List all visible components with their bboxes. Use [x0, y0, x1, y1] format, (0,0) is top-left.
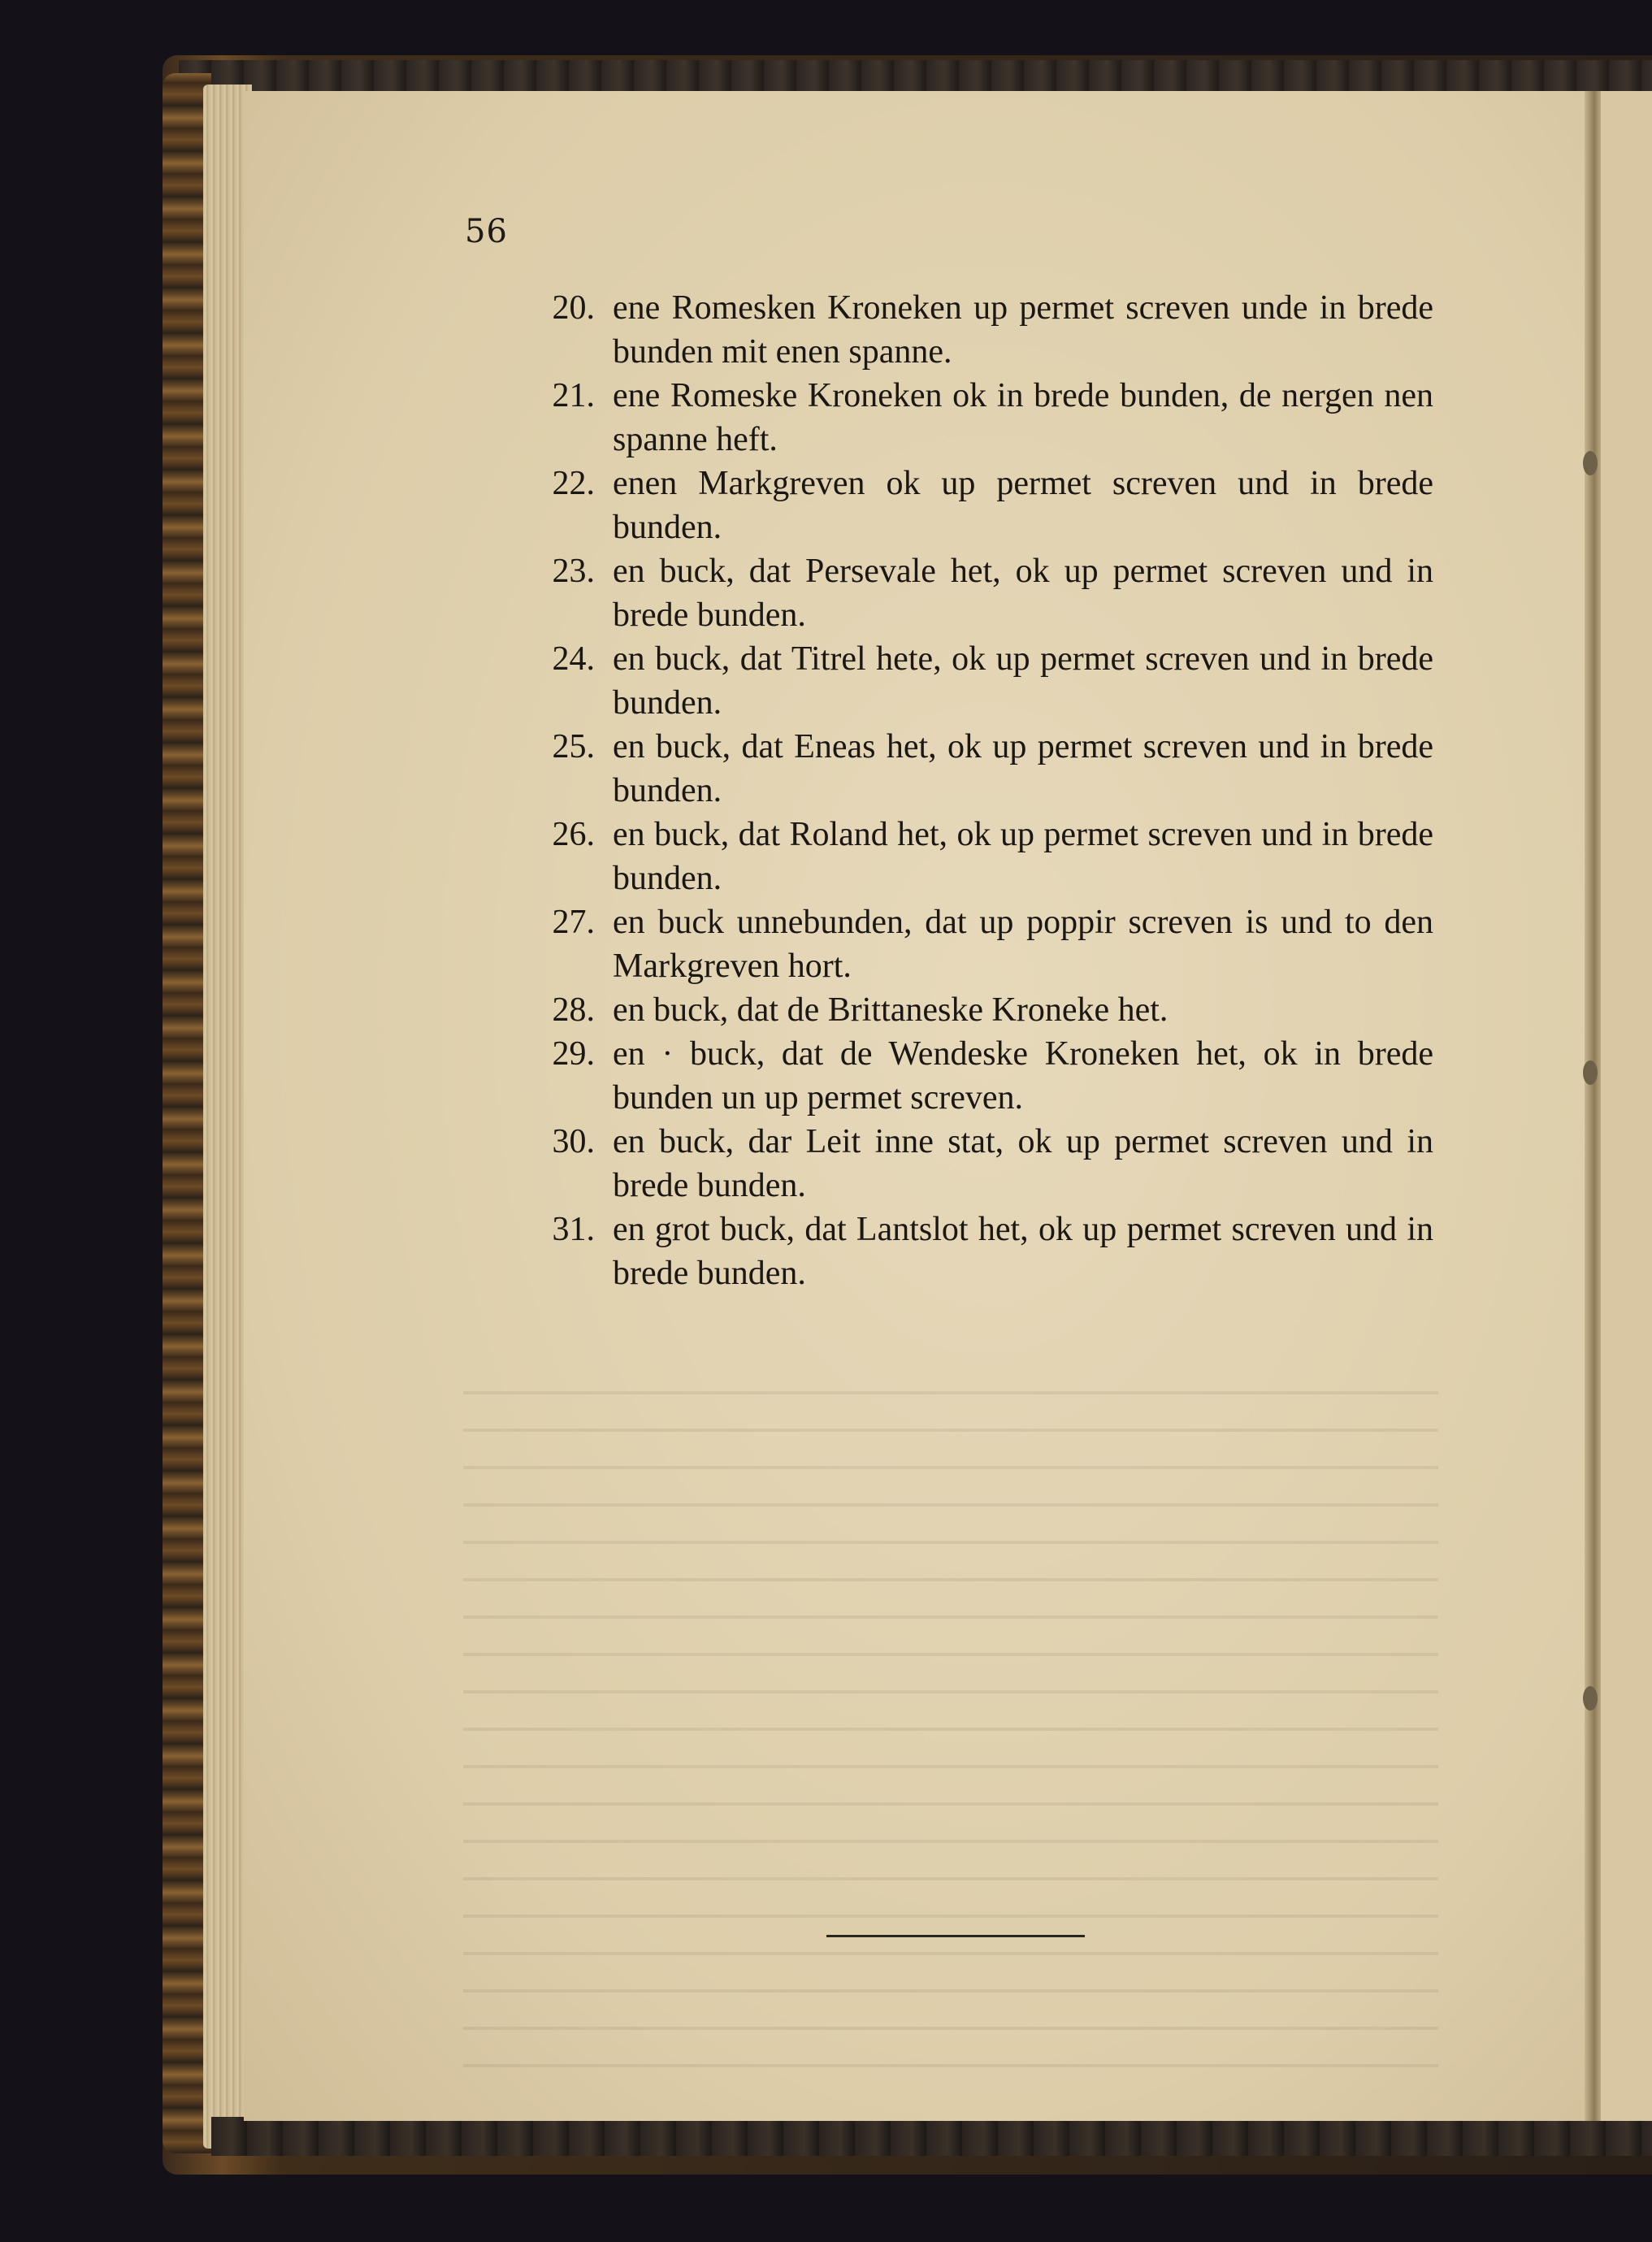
book-bottom-edge — [211, 2117, 1652, 2156]
list-item — [514, 462, 1433, 549]
item-text: en buck, dat Persevale het, ok up permet screven und in brede bunden. — [613, 553, 1433, 634]
item-number: 27. — [552, 904, 595, 941]
item-number: 29. — [552, 1035, 595, 1073]
list-item — [514, 725, 1433, 813]
section-divider — [826, 1935, 1085, 1937]
item-text: en buck, dat de Brittaneske Kroneke het. — [613, 991, 1169, 1029]
list-item — [514, 1120, 1433, 1208]
page-gutter — [1585, 91, 1601, 2121]
item-text: ene Romeske Kroneken ok in brede bunden, de nergen nen spanne heft. — [613, 377, 1433, 458]
item-text: en buck, dar Leit inne stat, ok up permet screven und in brede bunden. — [613, 1123, 1433, 1204]
item-text: en buck, dat Roland het, ok up permet screven und in brede bunden. — [613, 816, 1433, 897]
list-item — [514, 549, 1433, 637]
item-text: en · buck, dat de Wendeske Kroneken het, ok in brede bunden un up permet screven. — [613, 1035, 1433, 1117]
item-text: en buck, dat Titrel hete, ok up permet screven und in brede bunden. — [613, 640, 1433, 722]
item-number: 31. — [552, 1211, 595, 1248]
item-text: ene Romesken Kroneken up permet screven unde in brede bunden mit enen spanne. — [613, 289, 1433, 371]
item-text: en buck, dat Eneas het, ok up permet screven und in brede bunden. — [613, 728, 1433, 809]
list-item — [514, 1208, 1433, 1295]
list-item — [514, 637, 1433, 725]
list-item — [514, 374, 1433, 462]
item-number: 28. — [552, 991, 595, 1029]
item-number: 25. — [552, 728, 595, 765]
item-text: enen Markgreven ok up permet screven und in brede bunden. — [613, 465, 1433, 546]
bleed-through-texture — [463, 1373, 1438, 2088]
list-item — [514, 1032, 1433, 1120]
item-text: en buck unnebunden, dat up poppir screven is und to den Markgreven hort. — [613, 904, 1433, 985]
binding-thread-mark — [1583, 451, 1598, 475]
facing-page-edge — [1599, 91, 1652, 2121]
item-number: 26. — [552, 816, 595, 853]
binding-thread-mark — [1583, 1686, 1598, 1711]
inventory-list — [514, 286, 1433, 1295]
list-item — [514, 988, 1433, 1032]
page-number: 56 — [465, 213, 508, 250]
item-number: 22. — [552, 465, 595, 502]
list-item — [514, 900, 1433, 988]
binding-thread-mark — [1583, 1060, 1598, 1085]
item-text: en grot buck, dat Lantslot het, ok up permet screven und in brede bunden. — [613, 1211, 1433, 1292]
item-number: 30. — [552, 1123, 595, 1160]
item-number: 21. — [552, 377, 595, 414]
list-item — [514, 286, 1433, 374]
item-number: 23. — [552, 553, 595, 590]
item-number: 20. — [552, 289, 595, 327]
list-item — [514, 813, 1433, 900]
item-number: 24. — [552, 640, 595, 678]
